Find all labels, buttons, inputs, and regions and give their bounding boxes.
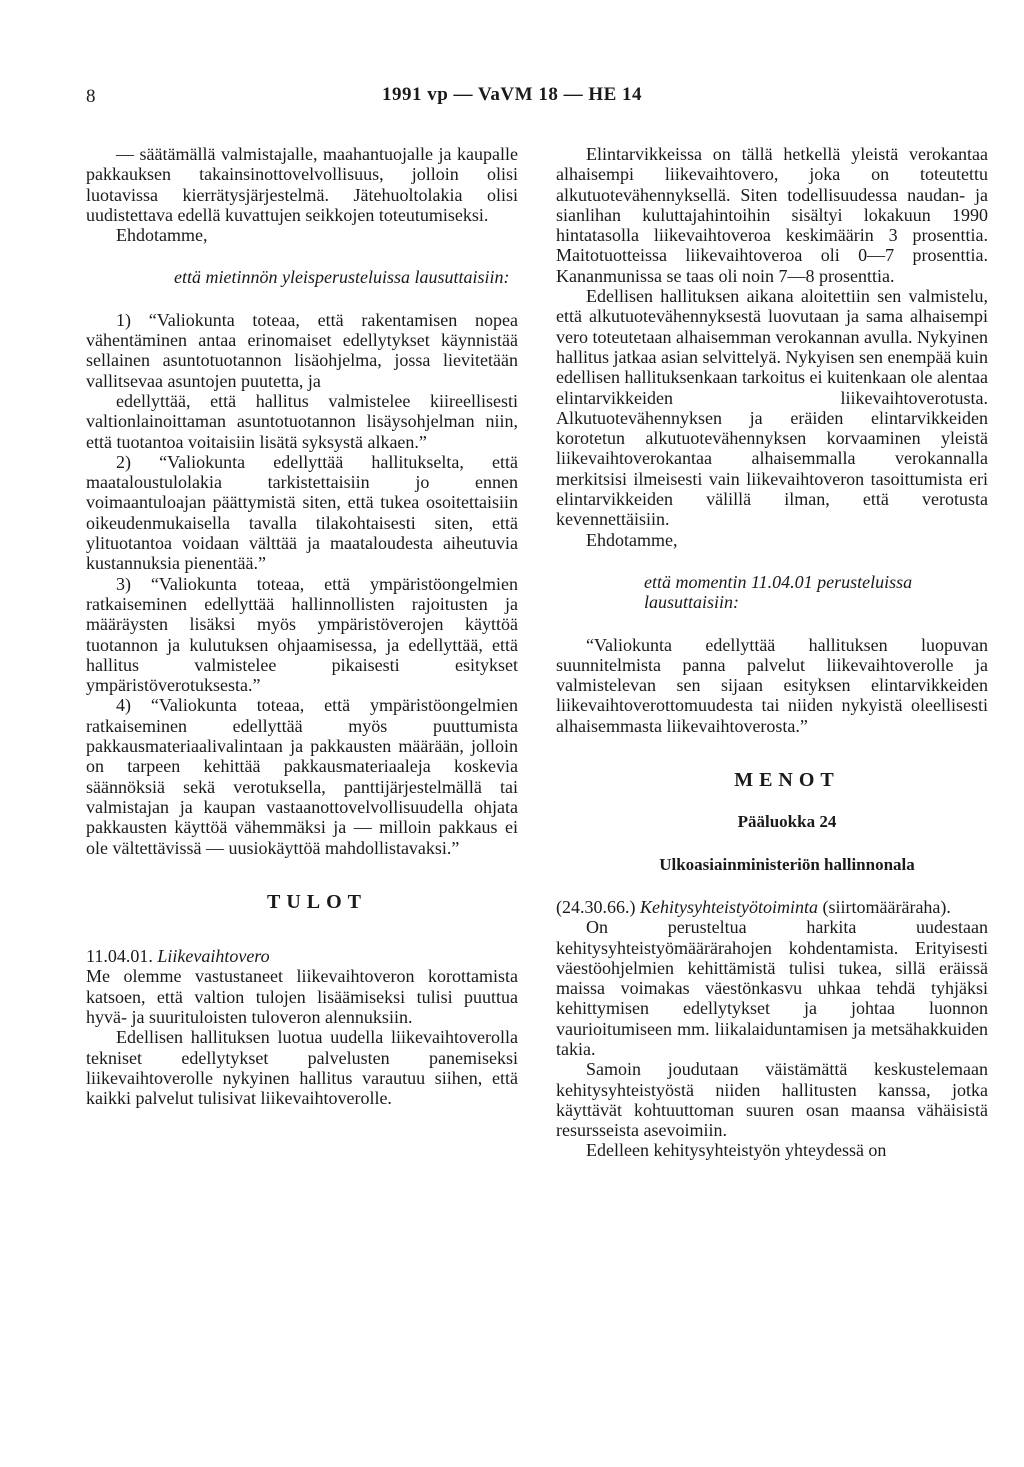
paragraph: Me olemme vastustaneet liikevaihtoveron korottamista katsoen, että valtion tulojen lisäämiseksi tulisi puuttua hyvä- ja suurituloisten tuloveron alennuksiin. xyxy=(86,966,518,1027)
main-class-heading: Pääluokka 24 xyxy=(737,812,837,832)
paragraph: 2) “Valiokunta edellyttää hallitukselta, että maataloustulolakia tarkistettaisiin jo ennen voimaantuloajan päättymistä siten, että tukea osoitettaisiin oikeudenmukaisella tavalla tilakohtaisesti siten, että ylituotantoa voidaan välttää ja maataloudesta aiheutuvia kustannuksia pienentää.” xyxy=(86,451,518,574)
paragraph: Ehdotamme, xyxy=(116,225,208,246)
item-heading xyxy=(86,946,518,966)
item-suffix: (siirtomääräraha). xyxy=(822,896,951,917)
item-number: 11.04.01. xyxy=(86,946,153,967)
paragraph: “Valiokunta edellyttää hallituksen luopuvan suunnitelmista panna palvelut liikevaihtoverolle ja valmistelevan sen sijaan esityksen elintarvikkeiden liikevaihtoverottomuudesta tai niiden nykyistä oleellisesti alhaisemmasta liikevaihtoverosta.” xyxy=(556,634,988,736)
left-column xyxy=(86,144,518,1108)
page-number: 8 xyxy=(86,86,96,107)
proposal-intro: että mietinnön yleisperusteluissa lausuttaisiin: xyxy=(174,267,510,288)
paragraph: edellyttää, että hallitus valmistelee kiireellisesti valtionlainoittaman asuntotuotannon lisäysohjelman niin, että tuotantoa voitaisiin lisätä syksystä alkaen.” xyxy=(86,390,518,452)
paragraph: Elintarvikkeissa on tällä hetkellä yleistä verokantaa alhaisempi liikevaihtovero, joka on toteutettu alkutuotevähennyksellä. Siten todellisuudessa naudan- ja sianlihan kuluttajahintoihin sisältyi lokakuun 1990 hintatasolla liikevaihtoveroa keskimäärin 3 prosenttia. Maitotuotteissa liikevaihtoveroa oli 0—7 prosenttia. Kananmunissa se taas oli noin 7—8 prosenttia. xyxy=(556,144,988,286)
proposal-intro: että momentin 11.04.01 perusteluissa lausuttaisiin: xyxy=(644,571,913,613)
section-heading-tulot: TULOT xyxy=(266,890,368,913)
paragraph: Edelleen kehitysyhteistyön yhteydessä on xyxy=(586,1140,887,1161)
paragraph: Samoin joudutaan väistämättä keskustelemaan kehitysyhteistyöstä niiden hallitusten kanssa, jotka käyttävät kohtuuttoman suuren osan maansa vähäisistä resursseista asevoimiin. xyxy=(556,1059,988,1141)
paragraph: 3) “Valiokunta toteaa, että ympäristöongelmien ratkaiseminen edellyttää hallinnollisten rajoitusten ja määräysten lisäksi myös ympäristöverojen käyttöä tuotannon ja kulutuksen ohjaamisessa, ja edellyttää, että hallitus valmistelee pikaisesti esitykset ympäristöverotuksesta.” xyxy=(86,573,518,696)
right-column xyxy=(556,144,988,1161)
item-heading xyxy=(556,897,988,917)
paragraph: On perusteltua harkita uudestaan kehitysyhteistyömäärärahojen kohdentamista. Erityisesti väestöohjelmien kehittämistä tulisi tukea, sillä eräissä maissa voimakas väestönkasvu uhkaa tehdä tyhjäksi kehittymisen edellytykset ja johtaa luonnon vaurioitumiseen mm. liikalaiduntamisen ja metsähakkuiden takia. xyxy=(556,917,988,1059)
item-number: (24.30.66.) xyxy=(556,896,636,917)
paragraph: — säätämällä valmistajalle, maahantuojalle ja kaupalle pakkauksen takainsinottovelvollisuus, jolloin olisi luotavissa kierrätysjärjestelmä. Jätehuoltolakia olisi uudistettava edellä kuvattujen seikkojen toteutumiseksi. xyxy=(86,144,518,225)
ministry-heading: Ulkoasiainministeriön hallinnonala xyxy=(659,854,915,874)
paragraph: 1) “Valiokunta toteaa, että rakentamisen nopea vähentäminen antaa erinomaiset edellytykset käynnistää sellainen asuntotuotannon lisäohjelma, jossa lievitetään vallitsevaa asuntojen puutetta, ja xyxy=(86,309,518,391)
item-title: Liikevaihtovero xyxy=(157,946,270,967)
paragraph: Edellisen hallituksen aikana aloitettiin sen valmistelu, että alkutuotevähennyksestä luovutaan ja sama alhaisempi vero toteutetaan alhaisemman verokannan avulla. Nykyinen hallitus jatkaa asian selvittelyä. Nykyisen sen enempää kuin edellisen hallituksenkaan tarkoitus ei kuitenkaan ole alentaa elintarvikkeiden liikevaihtoverotusta. Alkutuotevähennyksen ja eräiden elintarvikkeiden korotetun alkutuotevähennyksen korvaaminen yleistä liikevaihtoverokantaa alhaisemmalla verokannalla merkitsisi ilmeisesti vain liikevaihtoveron tasoittumista eri elintarvikkeiden välillä ilman, että verotusta kevennettäisiin. xyxy=(556,286,988,530)
paragraph: 4) “Valiokunta toteaa, että ympäristöongelmien ratkaiseminen edellyttää myös puuttumista pakkausmateriaalivalintaan ja pakkausten määrään, jolloin on tarpeen kehittää pakkausmateriaaleja koskevia säännöksiä sekä verotuksella, panttijärjestelmällä tai valmistajan ja kaupan vastaanottovelvollisuudella ohjata pakkausten käyttöä vähemmäksi ja — milloin pakkaus ei ole vältettävissä — uusiokäyttöä mahdollistavaksi.” xyxy=(86,695,518,858)
paragraph: Edellisen hallituksen luotua uudella liikevaihtoverolla tekniset edellytykset palvelusten panemiseksi liikevaihtoverolle nykyinen hallitus varautuu siihen, että kaikki palvelut tulisivat liikevaihtoverolle. xyxy=(86,1027,518,1109)
item-title: Kehitysyhteistyötoiminta xyxy=(640,896,818,917)
running-head: 1991 vp — VaVM 18 — HE 14 xyxy=(381,84,643,105)
paragraph: Ehdotamme, xyxy=(586,529,678,550)
section-heading-menot: MENOT xyxy=(734,769,840,792)
